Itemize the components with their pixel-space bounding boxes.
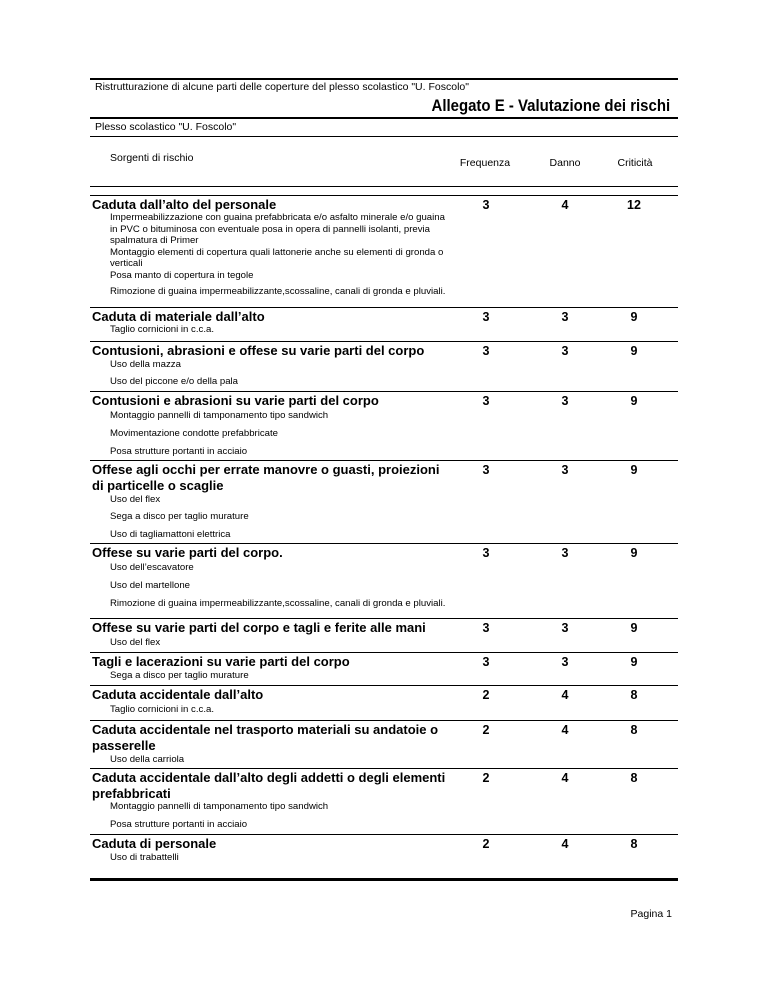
risk-source-item: Rimozione di guaina impermeabilizzante,scossaline, canali di gronda e pluviali.	[110, 598, 446, 609]
risk-source-item: Posa strutture portanti in acciaio	[110, 446, 248, 457]
risk-frequenza-value: 3	[482, 394, 490, 408]
risk-source-item: Sega a disco per taglio murature	[110, 511, 249, 522]
risk-danno-value: 4	[561, 198, 569, 212]
title-rule	[90, 117, 678, 119]
risk-danno-value: 3	[561, 310, 569, 324]
risk-criticita-value: 8	[630, 837, 638, 851]
risk-title: Offese su varie parti del corpo e tagli e ferite alle mani	[92, 620, 426, 635]
risk-title: Contusioni, abrasioni e offese su varie parti del corpo	[92, 343, 425, 358]
project-title: Ristrutturazione di alcune parti delle coperture del plesso scolastico "U. Foscolo"	[95, 81, 469, 93]
risk-danno-value: 4	[561, 771, 569, 785]
risk-danno-value: 4	[561, 837, 569, 851]
risk-source-item: Uso di tagliamattoni elettrica	[110, 529, 231, 540]
risk-criticita-value: 8	[630, 771, 638, 785]
risk-danno-value: 3	[561, 344, 569, 358]
risk-danno-value: 3	[561, 621, 569, 635]
risk-frequenza-value: 3	[482, 198, 490, 212]
risk-frequenza-value: 3	[482, 344, 490, 358]
risk-criticita-value: 9	[630, 621, 638, 635]
risk-criticita-value: 9	[630, 463, 638, 477]
row-rule	[90, 768, 678, 769]
top-rule	[90, 78, 678, 80]
risk-source-item: Posa strutture portanti in acciaio	[110, 819, 248, 830]
risk-source-item: Uso della mazza	[110, 359, 181, 370]
column-header-source: Sorgenti di rischio	[110, 152, 194, 164]
risk-danno-value: 4	[561, 688, 569, 702]
row-rule	[90, 391, 678, 392]
risk-source-item: Impermeabilizzazione con guaina prefabbricata e/o asfalto minerale e/o guaina in PVC o bituminosa con eventuale posa in opera di pannelli isolanti, previa spalmatura di Primer Montaggio elementi di copertura quali lattonerie anche su elementi di gronda o verticali Posa manto di copertura in tegole	[110, 212, 445, 281]
column-header-criticita: Criticità	[617, 157, 653, 169]
row-rule	[90, 307, 678, 308]
risk-title: Caduta dall’alto del personale	[92, 197, 277, 212]
risk-source-item: Montaggio pannelli di tamponamento tipo sandwich	[110, 410, 329, 421]
risk-criticita-value: 9	[630, 310, 638, 324]
page-number: Pagina 1	[630, 908, 672, 920]
row-rule	[90, 834, 678, 835]
risk-source-item: Uso di trabattelli	[110, 852, 179, 863]
plesso-rule	[90, 136, 678, 137]
risk-frequenza-value: 3	[482, 546, 490, 560]
risk-frequenza-value: 3	[482, 655, 490, 669]
risk-title: Tagli e lacerazioni su varie parti del corpo	[92, 654, 350, 669]
risk-danno-value: 4	[561, 723, 569, 737]
risk-frequenza-value: 3	[482, 621, 490, 635]
risk-title: Caduta accidentale nel trasporto materiali su andatoie o passerelle	[92, 722, 439, 753]
row-rule	[90, 720, 678, 721]
column-header-danno: Danno	[549, 157, 581, 169]
risk-criticita-value: 8	[630, 723, 638, 737]
risk-source-item: Montaggio pannelli di tamponamento tipo sandwich	[110, 801, 329, 812]
risk-criticita-value: 9	[630, 655, 638, 669]
row-rule	[90, 460, 678, 461]
row-rule	[90, 652, 678, 653]
risk-title: Caduta accidentale dall’alto	[92, 687, 264, 702]
risk-criticita-value: 8	[630, 688, 638, 702]
risk-source-item: Sega a disco per taglio murature	[110, 670, 249, 681]
risk-source-item: Uso dell’escavatore	[110, 562, 194, 573]
risk-source-item: Movimentazione condotte prefabbricate	[110, 428, 278, 439]
risk-danno-value: 3	[561, 394, 569, 408]
risk-title: Caduta accidentale dall’alto degli addetti o degli elementi prefabbricati	[92, 770, 446, 801]
risk-frequenza-value: 2	[482, 837, 490, 851]
row-rule	[90, 685, 678, 686]
plesso-label: Plesso scolastico "U. Foscolo"	[95, 121, 237, 133]
risk-source-item: Taglio cornicioni in c.c.a.	[110, 324, 214, 335]
risk-title: Contusioni e abrasioni su varie parti del corpo	[92, 393, 379, 408]
risk-frequenza-value: 2	[482, 723, 490, 737]
risk-criticita-value: 9	[630, 546, 638, 560]
risk-title: Caduta di materiale dall’alto	[92, 309, 265, 324]
row-rule	[90, 543, 678, 544]
risk-source-item: Uso del martellone	[110, 580, 190, 591]
risk-danno-value: 3	[561, 655, 569, 669]
risk-frequenza-value: 3	[482, 463, 490, 477]
header-rule	[90, 186, 678, 187]
bottom-rule	[90, 878, 678, 881]
risk-source-item: Uso del flex	[110, 494, 161, 505]
risk-frequenza-value: 3	[482, 310, 490, 324]
risk-criticita-value: 9	[630, 344, 638, 358]
risk-source-item: Uso della carriola	[110, 754, 185, 765]
risk-source-item: Uso del flex	[110, 637, 161, 648]
risk-frequenza-value: 2	[482, 771, 490, 785]
column-header-frequenza: Frequenza	[459, 157, 511, 169]
risk-danno-value: 3	[561, 463, 569, 477]
risk-title: Caduta di personale	[92, 836, 217, 851]
risk-source-item: Rimozione di guaina impermeabilizzante,scossaline, canali di gronda e pluviali.	[110, 286, 446, 297]
risk-title: Offese su varie parti del corpo.	[92, 545, 283, 560]
risk-criticita-value: 9	[630, 394, 638, 408]
risk-source-item: Taglio cornicioni in c.c.a.	[110, 704, 214, 715]
row-rule	[90, 195, 678, 196]
risk-danno-value: 3	[561, 546, 569, 560]
page-title: Allegato E - Valutazione dei rischi	[431, 96, 670, 115]
row-rule	[90, 618, 678, 619]
risk-title: Offese agli occhi per errate manovre o guasti, proiezioni di particelle o scaglie	[92, 462, 440, 493]
risk-criticita-value: 12	[627, 198, 641, 212]
row-rule	[90, 341, 678, 342]
risk-frequenza-value: 2	[482, 688, 490, 702]
risk-source-item: Uso del piccone e/o della pala	[110, 376, 239, 387]
